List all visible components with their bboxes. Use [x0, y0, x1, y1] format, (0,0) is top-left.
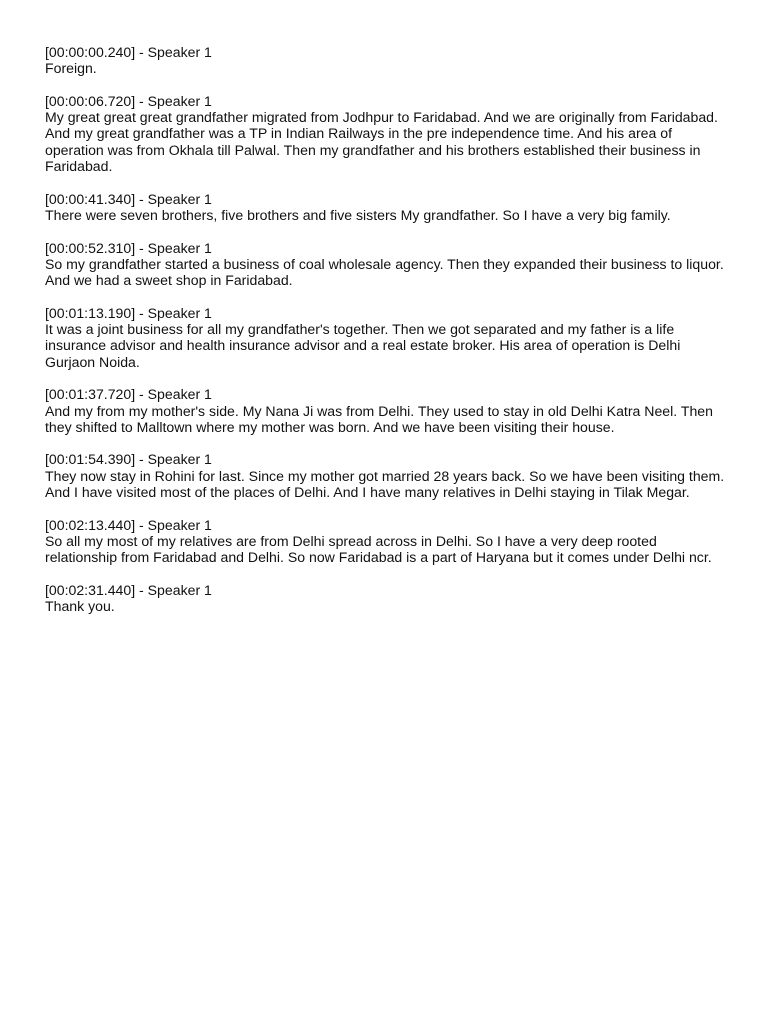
segment-text: They now stay in Rohini for last. Since my mother got married 28 years back. So we have been visiting them. And I have visited most of the places of Delhi. And I have many relatives in Delhi staying in Tilak Megar.	[45, 467, 725, 501]
segment-header: [00:01:54.390] - Speaker 1	[45, 451, 212, 468]
segment-header: [00:01:13.190] - Speaker 1	[45, 304, 212, 321]
segment-header: [00:00:06.720] - Speaker 1	[45, 92, 212, 109]
segment-text: It was a joint business for all my grandfather's together. Then we got separated and my father is a life insurance advisor and health insurance advisor and a real estate broker. His area of operation is Delhi Gurjaon Noida.	[45, 321, 681, 370]
segment-text: There were seven brothers, five brothers and five sisters My grandfather. So I have a very big family.	[45, 206, 671, 223]
transcript-segment	[45, 305, 728, 370]
segment-text: My great great great grandfather migrated from Jodhpur to Faridabad. And we are originally from Faridabad. And my great grandfather was a TP in Indian Railways in the pre independence time. And his area of operation was from Okhala till Palwal. Then my grandfather and his brothers established their business in Faridabad.	[45, 109, 718, 175]
transcript-segment	[45, 44, 728, 77]
segment-text: And my from my mother's side. My Nana Ji was from Delhi. They used to stay in old Delhi Katra Neel. Then they shifted to Malltown where my mother was born. And we have been visiting their house.	[45, 402, 713, 435]
transcript-segment	[45, 582, 728, 615]
segment-text: So all my most of my relatives are from Delhi spread across in Delhi. So I have a very deep rooted relationship from Faridabad and Delhi. So now Faridabad is a part of Haryana but it comes under Delhi ncr.	[45, 532, 712, 566]
segment-header: [00:02:31.440] - Speaker 1	[45, 581, 212, 598]
segment-text: Foreign.	[45, 60, 97, 77]
transcript-segment	[45, 386, 728, 435]
segment-text: Thank you.	[45, 598, 115, 615]
segment-header: [00:01:37.720] - Speaker 1	[45, 386, 212, 403]
segment-text: So my grandfather started a business of coal wholesale agency. Then they expanded their business to liquor. And we had a sweet shop in Faridabad.	[45, 255, 724, 289]
segment-header: [00:00:41.340] - Speaker 1	[45, 190, 212, 207]
transcript-segment	[45, 93, 728, 174]
transcript-segment	[45, 191, 728, 224]
transcript-segment	[45, 517, 728, 566]
segment-header: [00:00:52.310] - Speaker 1	[45, 239, 212, 256]
segment-header: [00:02:13.440] - Speaker 1	[45, 516, 212, 533]
transcript-segment	[45, 240, 728, 289]
segment-header: [00:00:00.240] - Speaker 1	[45, 44, 212, 60]
transcript-segment	[45, 451, 728, 500]
